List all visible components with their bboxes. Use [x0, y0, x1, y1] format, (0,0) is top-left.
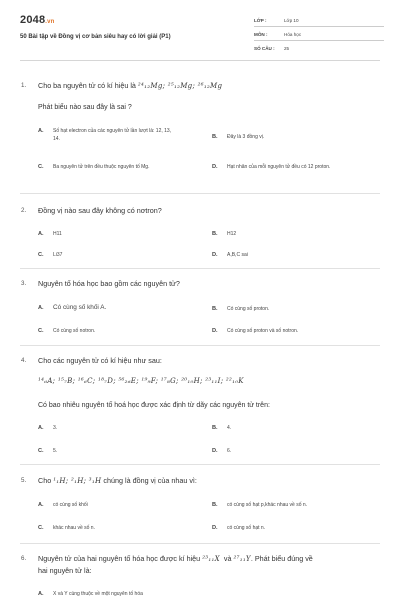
isotope-symbols: ¹⁴₆A; ¹⁵₇B; ¹⁶₆C; ¹⁸₇D; ⁵⁶₂₆E; ¹⁹₉F; ¹⁷₈G; ²⁰₁₀H; ²³₁₁I; ²²₁₀K: [38, 377, 244, 385]
document-page: 2048.vn 50 Bài tập về Đồng vị cơ bản siêu hay có lời giải (P1) LỚP : Lớp 10 MÔN : Hóa học SỐ CÂU : 25 1. Cho ba nguyên tử có kí hiệu là ²⁴₁₂Mg; ²⁵₁₂Mg; ²⁶₁₂Mg Phát biểu nào sau đây là sai ? A. Số hạt electron của các nguyên tử lần lượt là: 12, 13, 14. B. Đây là 3 đồng vị. C. Ba nguyên tử trên đều thuộc nguyên tố Mg. D. Hạt nhân của mỗi nguyên tử đều có 12 proton. 2. Đồng vị nào sau đây không có nơtron? A. H11 B. H12 C. Li37 D. A,B,C sai 3. Nguyên tố hóa học bao gồm các nguyên tử? A. Có cùng số khối A. B. Có cùng số proton. C. Có cùng số notron. D. Có cùng số proton và số notron. 4. Cho các nguyên tử có kí hiệu như sau: ¹⁴₆A; ¹⁵₇B; ¹⁶₆C; ¹⁸₇D; ⁵⁶₂₆E; ¹⁹₉F; ¹⁷₈G; ²⁰₁₀H; ²³₁₁I; ²²₁₀K Có bao nhiêu nguyên tố hoá học được xác định từ dãy các nguyên tử trên: A. 3. B. 4. C. 5. D. 6. 5. Cho ¹₁H; ²₁H; ³₁H chúng là đồng vị của nhau vì: A. có cùng số khối B. có cùng số hạt p,khác nhau về số n. C. khác nhau về số n. D. có cùng số hạt n. 6. Nguyên tử của hai nguyên tố hóa học được kí hiệu ²³₁₁X và ²⁷₁₁Y. Phát biểu đúng về hai nguyên tử là: A. X và Y cùng thuộc về một nguyên tố hóa: [0, 0, 400, 600]
question-number: 2.: [21, 207, 27, 214]
document-header: 2048.vn 50 Bài tập về Đồng vị cơ bản siêu hay có lời giải (P1) LỚP : Lớp 10 MÔN : Hóa học SỐ CÂU : 25: [0, 0, 400, 66]
isotope-symbols: ²⁴₁₂Mg; ²⁵₁₂Mg; ²⁶₁₂Mg: [137, 82, 223, 90]
question-text: Nguyên tử của hai nguyên tố hóa học được kí hiệu ²³₁₁X và ²⁷₁₁Y. Phát biểu đúng về hai nguyên tử là:: [38, 554, 313, 575]
question-divider: [20, 345, 380, 346]
question-text: Cho các nguyên tử có kí hiệu như sau:: [38, 356, 162, 365]
question-number: 1.: [21, 82, 27, 89]
header-divider: [20, 60, 380, 61]
question-text: Cho ba nguyên tử có kí hiệu là ²⁴₁₂Mg; ²⁵₁₂Mg; ²⁶₁₂Mg: [38, 81, 223, 90]
question-divider: [20, 543, 380, 544]
question-number: 6.: [21, 555, 27, 562]
question-text: Đồng vị nào sau đây không có nơtron?: [38, 206, 162, 215]
question-divider: [20, 464, 380, 465]
question-divider: [20, 268, 380, 269]
site-logo[interactable]: 2048.vn: [20, 14, 55, 26]
question-number: 3.: [21, 280, 27, 287]
question-divider: [20, 193, 380, 194]
question-prompt: Có bao nhiêu nguyên tố hoá học được xác định từ dãy các nguyên tử trên:: [38, 402, 270, 409]
isotope-symbols: ¹₁H; ²₁H; ³₁H: [53, 477, 102, 485]
page-title: 50 Bài tập về Đồng vị cơ bản siêu hay có lời giải (P1): [20, 34, 171, 40]
question-text: Cho ¹₁H; ²₁H; ³₁H chúng là đồng vị của nhau vì:: [38, 476, 197, 485]
question-number: 4.: [21, 357, 27, 364]
question-number: 5.: [21, 477, 27, 484]
question-prompt: Phát biểu nào sau đây là sai ?: [38, 104, 132, 111]
question-text: Nguyên tố hóa học bao gồm các nguyên tử?: [38, 279, 180, 288]
